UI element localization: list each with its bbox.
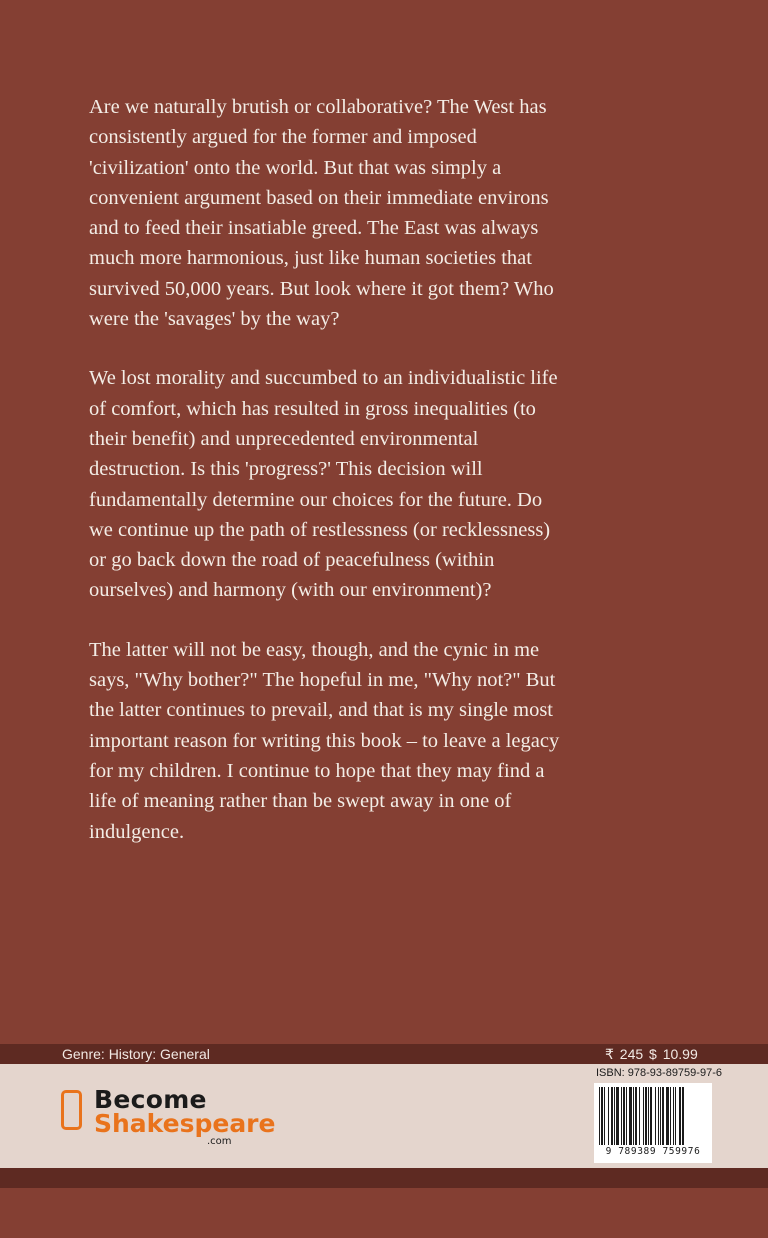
barcode-bar <box>611 1087 613 1145</box>
barcode-bar <box>675 1087 676 1145</box>
barcode-bar <box>666 1087 669 1145</box>
barcode-bar <box>648 1087 649 1145</box>
logo-com-text: .com <box>207 1136 232 1147</box>
barcode-bars <box>599 1087 707 1145</box>
barcode-bar <box>633 1087 634 1145</box>
barcode-bar <box>621 1087 622 1145</box>
barcode-bar <box>599 1087 600 1145</box>
back-cover-blurb <box>89 92 569 876</box>
barcode-bar <box>629 1087 632 1145</box>
genre-label: Genre: History: General <box>62 1046 210 1062</box>
barcode-bar <box>655 1087 656 1145</box>
barcode-bar <box>626 1087 627 1145</box>
blurb-paragraph-2: We lost morality and succumbed to an individualistic life of comfort, which has resulted in gross inequalities (to their benefit) and unprecedented environmental destruction. Is this 'progress?' This decision will fundamentally determine our choices for the future. Do we continue up the path of restlessness (or recklessness) or go back down the road of peacefulness (within ourselves) and harmony (with our environment)? <box>89 367 558 602</box>
logo-become-text: Become <box>94 1085 207 1114</box>
barcode-bar <box>623 1087 625 1145</box>
book-outline-icon <box>61 1090 82 1130</box>
publisher-logo <box>61 1085 291 1155</box>
barcode-bar <box>682 1087 684 1145</box>
barcode-bar <box>608 1087 609 1145</box>
info-strip <box>0 1044 768 1064</box>
barcode-bar <box>616 1087 619 1145</box>
barcode-bar <box>635 1087 637 1145</box>
barcode <box>594 1083 712 1163</box>
barcode-bar <box>673 1087 674 1145</box>
barcode-bar <box>601 1087 603 1145</box>
price-label: ₹ 245 $ 10.99 <box>605 1046 698 1062</box>
barcode-digits: 9 789389 759976 <box>605 1146 701 1157</box>
isbn-label: ISBN: 978-93-89759-97-6 <box>596 1067 722 1079</box>
barcode-bar <box>660 1087 661 1145</box>
blurb-paragraph-1: Are we naturally brutish or collaborative? The West has consistently argued for the former and imposed 'civilization' onto the world. But that was simply a convenient argument based on their immediate environs and to feed their insatiable greed. The East was always much more harmonious, just like human societies that survived 50,000 years. But look where it got them? Who were the 'savages' by the way? <box>89 96 554 331</box>
bottom-band <box>0 1168 768 1188</box>
barcode-bar <box>658 1087 659 1145</box>
blurb-paragraph-3: The latter will not be easy, though, and the cynic in me says, "Why bother?" The hopeful in me, "Why not?" But the latter continues to prevail, and that is my single most important reason for writing this book – to leave a legacy for my children. I continue to hope that they may find a life of meaning rather than be swept away in one of indulgence. <box>89 638 560 843</box>
barcode-bar <box>670 1087 671 1145</box>
barcode-bar <box>604 1087 605 1145</box>
barcode-bar <box>679 1087 681 1145</box>
barcode-bar <box>643 1087 644 1145</box>
barcode-bar <box>650 1087 652 1145</box>
barcode-bar <box>614 1087 615 1145</box>
barcode-bar <box>645 1087 647 1145</box>
barcode-bar <box>639 1087 640 1145</box>
logo-shakespeare-text: Shakespeare <box>94 1109 276 1138</box>
barcode-bar <box>662 1087 664 1145</box>
